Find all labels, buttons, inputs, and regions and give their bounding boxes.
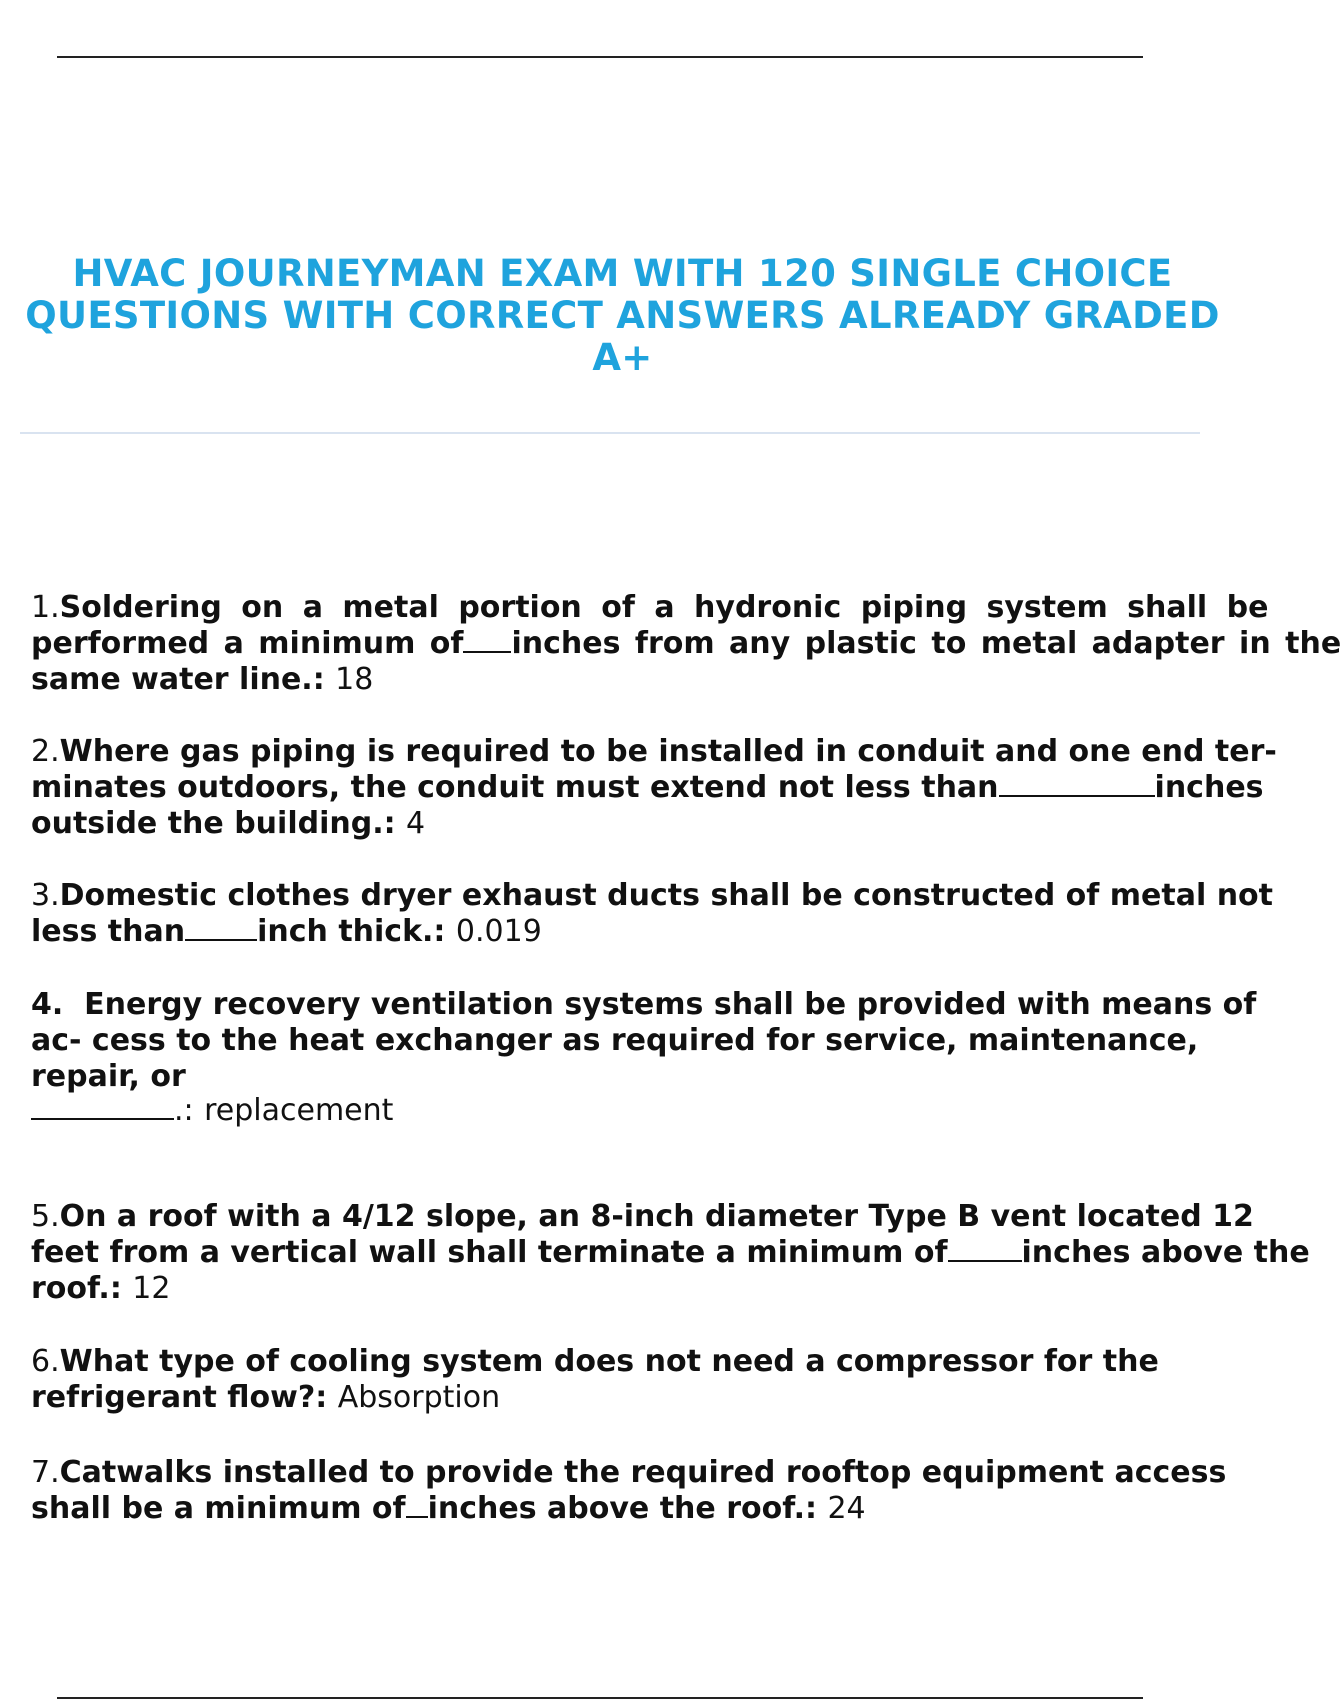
bottom-rule xyxy=(57,1697,1143,1699)
title-divider xyxy=(20,432,1200,434)
question-text: repair, or xyxy=(31,1059,186,1094)
question-text: performed a minimum of xyxy=(31,626,464,661)
question-4 xyxy=(31,987,1257,1128)
answer-text: Absorption xyxy=(337,1380,501,1415)
question-2 xyxy=(31,734,1277,842)
question-text: Where gas piping is required to be installed in conduit and one end ter- xyxy=(59,734,1277,769)
question-text: What type of cooling system does not need a compressor for the xyxy=(59,1344,1159,1379)
question-number: 6. xyxy=(31,1344,60,1379)
answer-text: 12 xyxy=(132,1271,171,1306)
question-1 xyxy=(31,590,1341,698)
question-text: inches from any plastic to metal adapter in the xyxy=(511,626,1341,661)
top-rule xyxy=(57,56,1143,58)
question-text: Soldering on a metal portion of a hydronic piping system shall be xyxy=(59,590,1269,625)
question-number: 5. xyxy=(31,1199,60,1234)
question-number: 1. xyxy=(31,590,60,625)
answer-blank xyxy=(31,1117,174,1120)
question-6 xyxy=(31,1344,1200,1416)
document-title xyxy=(0,253,1245,379)
question-text: Energy recovery ventilation systems shall be provided with means of xyxy=(84,987,1257,1022)
question-7 xyxy=(31,1455,1227,1527)
question-text: ac- cess to the heat exchanger as required for service, maintenance, xyxy=(31,1023,1199,1058)
question-text: less than xyxy=(31,914,186,949)
question-text: roof.: xyxy=(31,1271,122,1306)
answer-text: 0.019 xyxy=(455,914,542,949)
question-text: shall be a minimum of xyxy=(31,1491,406,1526)
answer-blank xyxy=(406,1515,428,1518)
answer-blank xyxy=(948,1259,1022,1262)
question-5 xyxy=(31,1199,1310,1307)
question-text: Domestic clothes dryer exhaust ducts shall be constructed of metal not xyxy=(59,878,1273,913)
question-number: 4. xyxy=(31,987,64,1022)
title-line-1: HVAC JOURNEYMAN EXAM WITH 120 SINGLE CHOICE xyxy=(72,252,1173,295)
question-text: refrigerant flow?: xyxy=(31,1380,328,1415)
answer-blank xyxy=(185,938,257,941)
question-text: inches xyxy=(1154,770,1264,805)
question-text: .: xyxy=(174,1093,194,1128)
title-line-3: A+ xyxy=(592,336,653,379)
answer-blank xyxy=(463,650,511,653)
answer-text: 18 xyxy=(335,662,374,697)
question-text: outside the building.: xyxy=(31,806,396,841)
question-text: inch thick.: xyxy=(257,914,446,949)
answer-text: replacement xyxy=(204,1093,394,1128)
title-line-2: QUESTIONS WITH CORRECT ANSWERS ALREADY GRADED xyxy=(25,294,1220,337)
question-text: feet from a vertical wall shall terminate a minimum of xyxy=(31,1235,948,1270)
question-text: inches above the xyxy=(1021,1235,1310,1270)
question-number: 3. xyxy=(31,878,60,913)
answer-text: 4 xyxy=(406,806,426,841)
question-number: 2. xyxy=(31,734,60,769)
answer-text: 24 xyxy=(827,1491,866,1526)
question-text: same water line.: xyxy=(31,662,325,697)
question-number: 7. xyxy=(31,1455,60,1490)
question-text: minates outdoors, the conduit must extend not less than xyxy=(31,770,999,805)
question-text: On a roof with a 4/12 slope, an 8-inch diameter Type B vent located 12 xyxy=(59,1199,1254,1234)
answer-blank xyxy=(999,794,1155,797)
question-text: inches above the roof.: xyxy=(427,1491,818,1526)
question-text: Catwalks installed to provide the required rooftop equipment access xyxy=(59,1455,1227,1490)
question-3 xyxy=(31,878,1273,950)
